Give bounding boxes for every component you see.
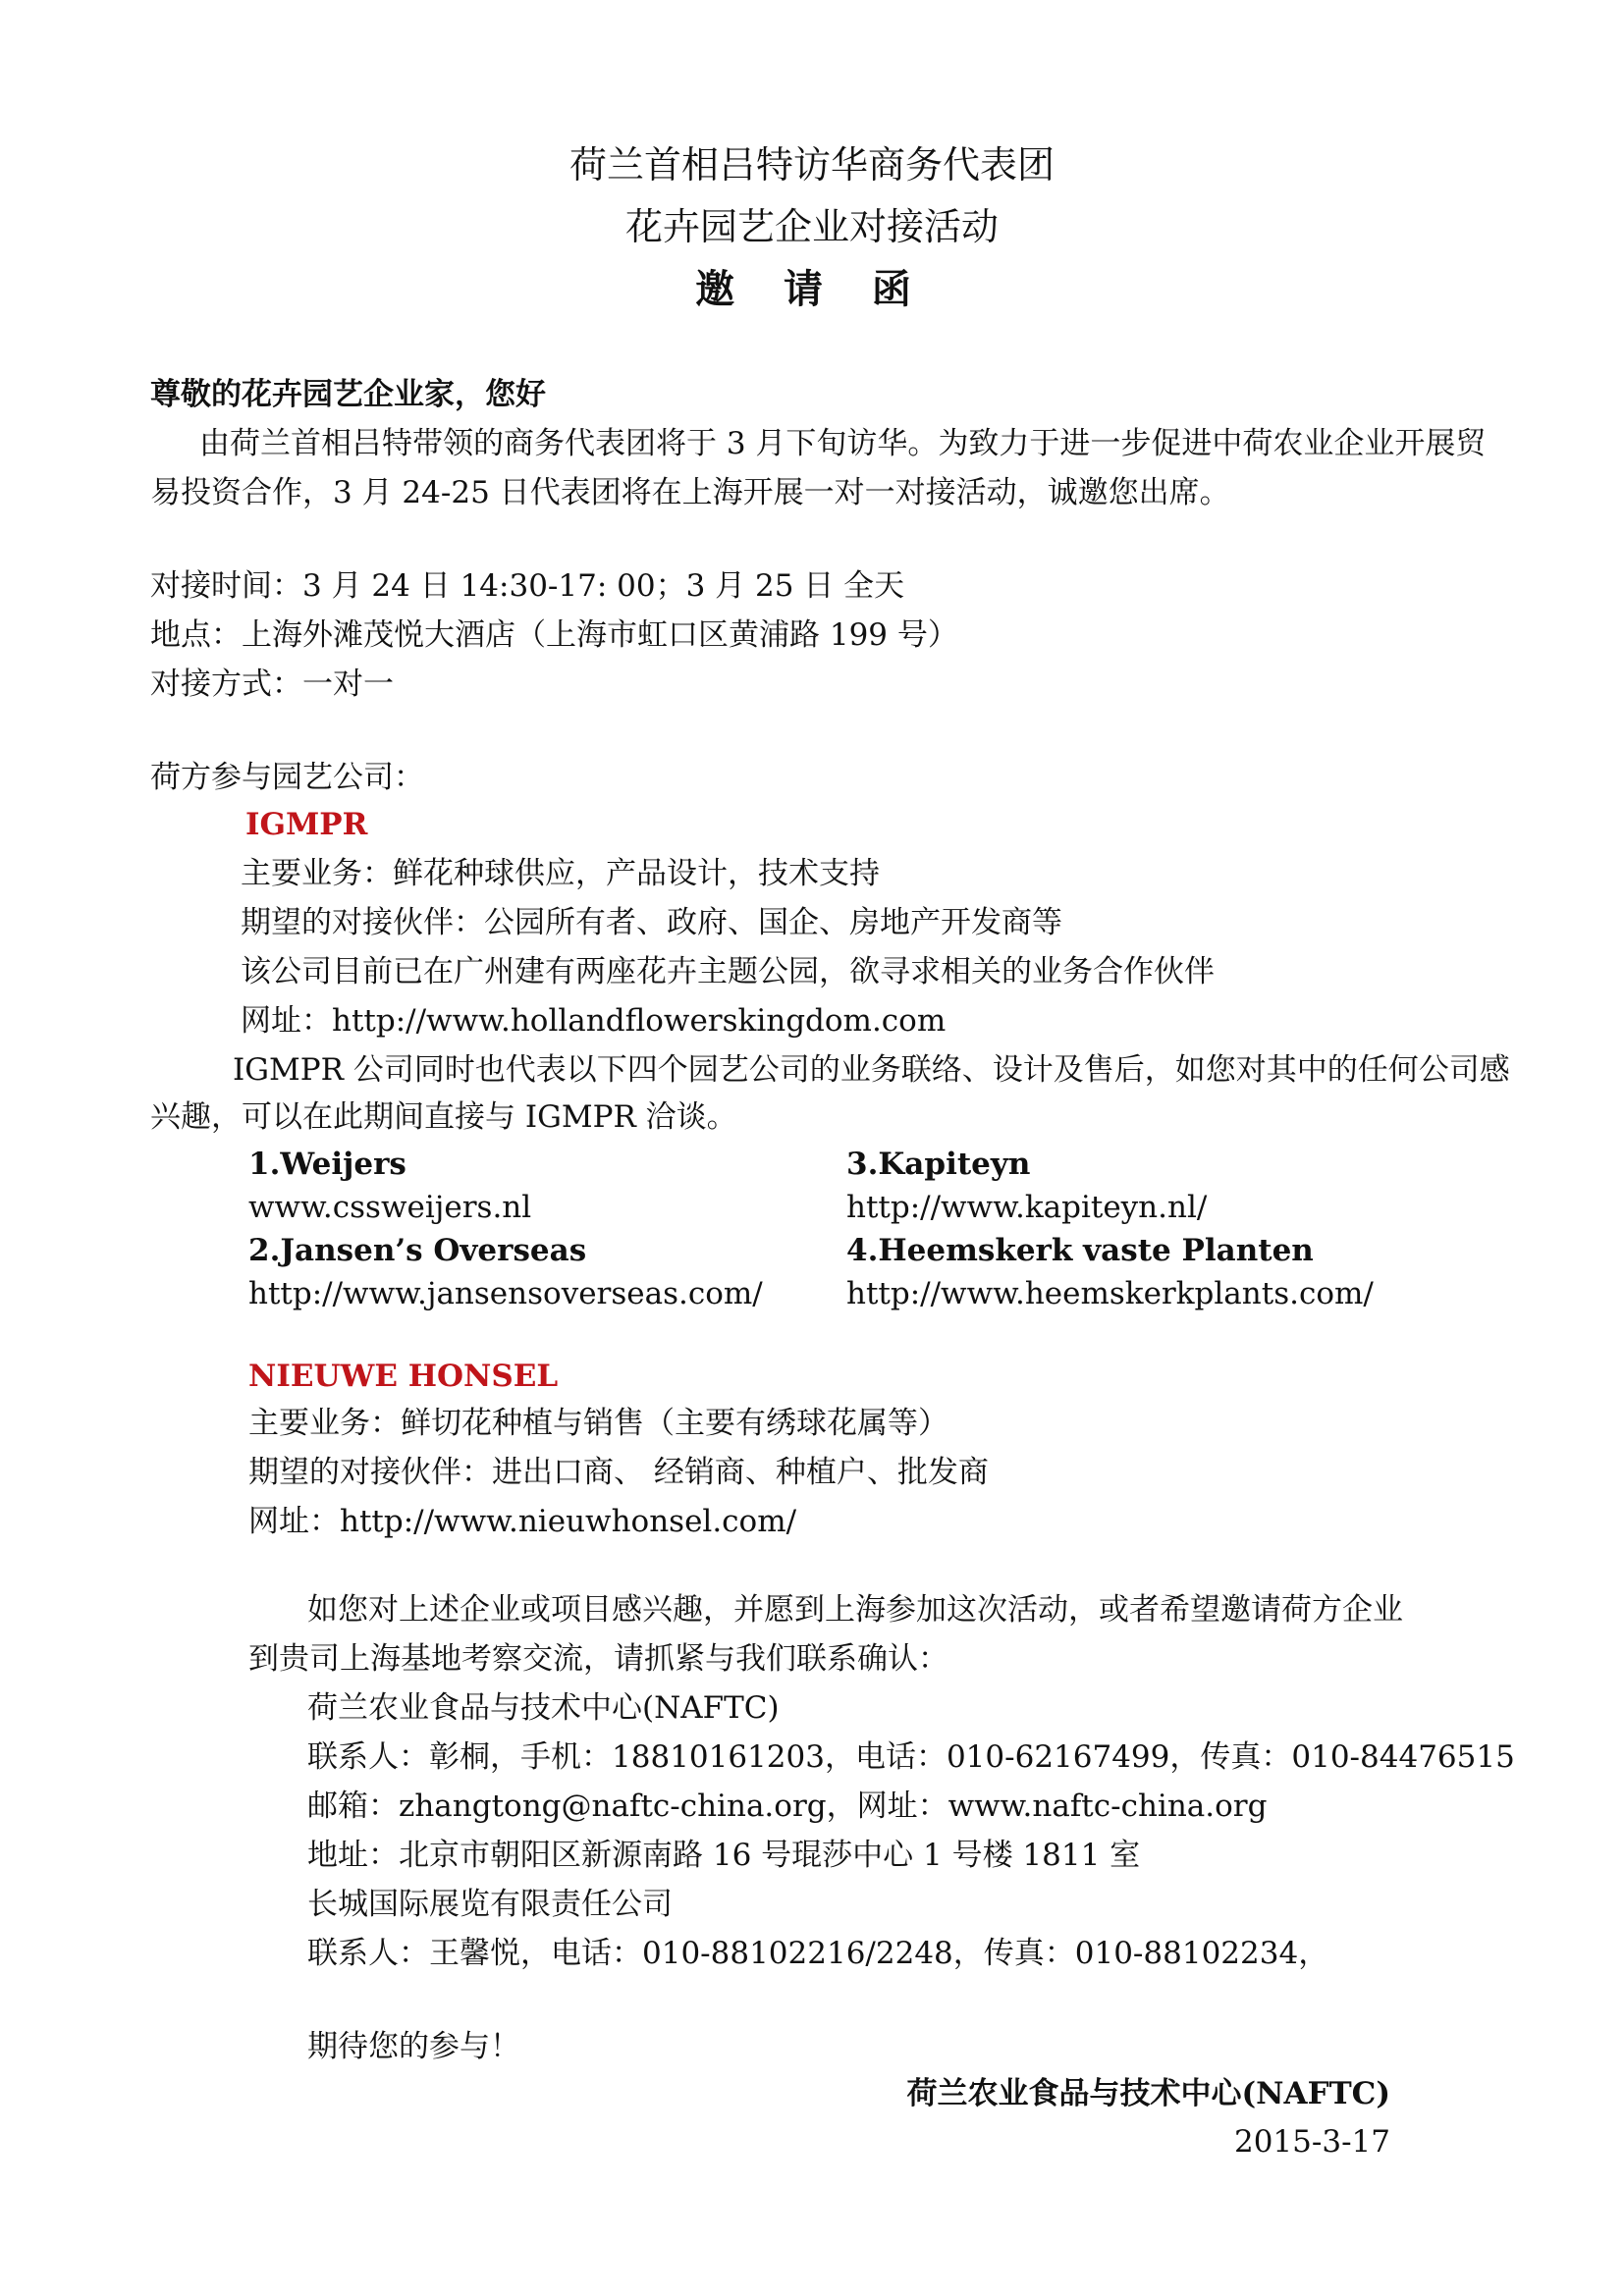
contact-org-1-address: 地址：北京市朝阳区新源南路 16 号琨莎中心 1 号楼 1811 室	[307, 1838, 1141, 1873]
signature-date: 2015-3-17	[1233, 2124, 1390, 2160]
sub-company-name: 1.Weijers	[248, 1147, 406, 1182]
contact-intro-line-2: 到贵司上海基地考察交流，请抓紧与我们联系确认：	[248, 1641, 948, 1677]
companies-heading: 荷方参与园艺公司：	[150, 760, 424, 795]
sub-company-name: 4.Heemskerk vaste Planten	[846, 1233, 1314, 1268]
event-method: 对接方式：一对一	[150, 667, 394, 702]
title-main: 邀 请 函	[695, 266, 929, 312]
contact-org-2-person: 联系人：王馨悦，电话：010-88102216/2248，传真：010-88102234，	[307, 1936, 1329, 1971]
igmpr-business: 主要业务：鲜花种球供应，产品设计，技术支持	[241, 856, 880, 891]
igmpr-website: 网址：http://www.hollandflowerskingdom.com	[241, 1003, 947, 1039]
title-line-1: 荷兰首相吕特访华商务代表团	[568, 143, 1055, 187]
event-location: 地点：上海外滩茂悦大酒店（上海市虹口区黄浦路 199 号）	[150, 617, 958, 653]
igmpr-representation-line-1: IGMPR 公司同时也代表以下四个园艺公司的业务联络、设计及售后，如您对其中的任何公司感	[233, 1052, 1510, 1088]
igmpr-note: 该公司目前已在广州建有两座花卉主题公园，欲寻求相关的业务合作伙伴	[241, 954, 1215, 989]
sub-company-url: www.cssweijers.nl	[248, 1190, 532, 1225]
igmpr-representation-line-2: 兴趣，可以在此期间直接与 IGMPR 洽谈。	[150, 1099, 737, 1135]
sub-company-name: 3.Kapiteyn	[846, 1147, 1031, 1182]
sub-company-name: 2.Jansen’s Overseas	[248, 1233, 587, 1268]
contact-org-1-person: 联系人：彰桐，手机：18810161203，电话：010-62167499，传真：010-84476515	[307, 1739, 1515, 1775]
nieuwe-honsel-website: 网址：http://www.nieuwhonsel.com/	[248, 1504, 797, 1539]
title-line-2: 花卉园艺企业对接活动	[624, 205, 999, 248]
contact-org-1-email: 邮箱：zhangtong@naftc-china.org，网址：www.naftc-china.org	[307, 1789, 1268, 1824]
sub-company-url: http://www.heemskerkplants.com/	[846, 1276, 1374, 1311]
greeting: 尊敬的花卉园艺企业家，您好	[150, 377, 546, 412]
sub-company-url: http://www.kapiteyn.nl/	[846, 1190, 1208, 1225]
sub-company-url: http://www.jansensoverseas.com/	[248, 1276, 763, 1311]
nieuwe-honsel-business: 主要业务：鲜切花种植与销售（主要有绣球花属等）	[248, 1406, 948, 1441]
company-name-igmpr: IGMPR	[245, 807, 368, 842]
company-name-nieuwe-honsel: NIEUWE HONSEL	[248, 1359, 559, 1394]
event-time: 对接时间：3 月 24 日 14:30-17: 00；3 月 25 日 全天	[150, 568, 905, 604]
nieuwe-honsel-partners: 期望的对接伙伴：进出口商、 经销商、种植户、批发商	[248, 1455, 989, 1490]
contact-org-2: 长城国际展览有限责任公司	[307, 1887, 673, 1922]
signature-org: 荷兰农业食品与技术中心(NAFTC)	[906, 2076, 1390, 2111]
contact-intro-line-1: 如您对上述企业或项目感兴趣，并愿到上海参加这次活动，或者希望邀请荷方企业	[307, 1592, 1403, 1628]
igmpr-partners: 期望的对接伙伴：公园所有者、政府、国企、房地产开发商等	[241, 905, 1062, 940]
intro-line-1: 由荷兰首相吕特带领的商务代表团将于 3 月下旬访华。为致力于进一步促进中荷农业企业开展贸	[199, 426, 1487, 461]
closing: 期待您的参与！	[307, 2029, 520, 2064]
contact-org-1: 荷兰农业食品与技术中心(NAFTC)	[307, 1690, 780, 1726]
intro-line-2: 易投资合作，3 月 24-25 日代表团将在上海开展一对一对接活动，诚邀您出席。	[150, 475, 1230, 510]
